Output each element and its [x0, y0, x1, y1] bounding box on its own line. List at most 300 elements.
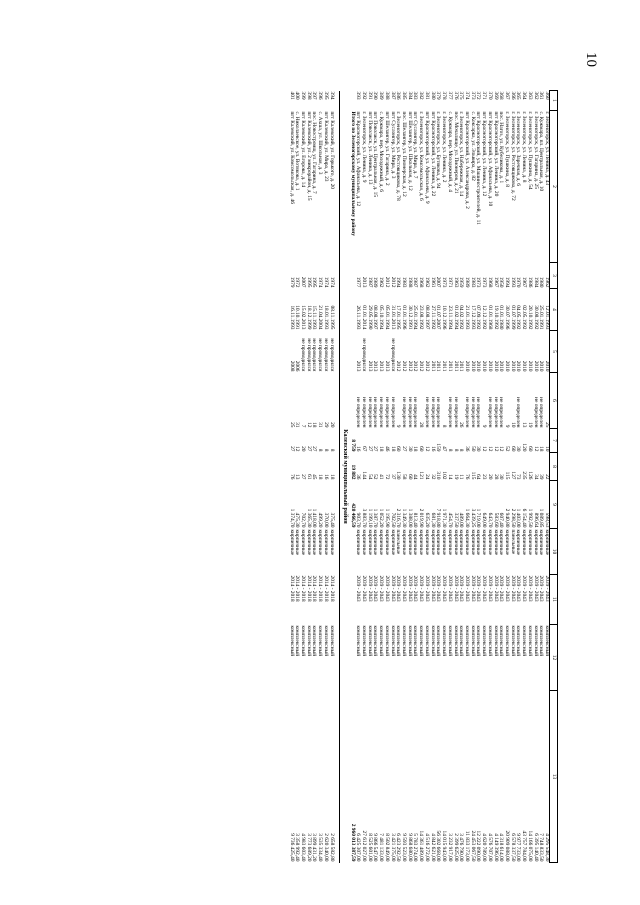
- table-cell: 8: [458, 448, 465, 452]
- table-cell: 21.04.2004: [317, 305, 324, 330]
- table-cell: 39: [538, 474, 545, 480]
- table-cell: 365: [515, 91, 522, 100]
- table-cell: 27: [366, 446, 373, 452]
- rotated-table-region: [122, 90, 558, 862]
- table-cell: 32: [429, 474, 436, 480]
- table-cell: 18: [412, 446, 419, 452]
- table-cell: 27 612 027,00: [361, 830, 368, 862]
- table-cell: комплексный: [288, 625, 295, 657]
- table-cell: 1974: [328, 276, 335, 288]
- table-cell: 2012: [418, 360, 425, 372]
- table-cell: 2013: [383, 360, 390, 372]
- table-cell: г. Зеленогорск, ул. Ростовщикова, д. 72: [509, 111, 516, 201]
- table-cell: 1980: [538, 276, 545, 288]
- table-cell: кирпичные: [412, 529, 419, 556]
- table-row: [400, 91, 406, 863]
- table-cell: 2039 - 2043: [526, 575, 533, 602]
- table-cell: комплексный: [441, 625, 448, 657]
- table-cell: не проводился: [322, 338, 329, 372]
- table-cell: 1 387,70: [372, 508, 379, 528]
- table-cell: 813,40: [412, 512, 419, 528]
- table-cell: комплексный: [322, 625, 329, 657]
- table-cell: 2 658 582,80: [328, 833, 335, 862]
- table-cell: 397: [311, 91, 318, 100]
- table-row: [520, 91, 526, 863]
- table-cell: 2011: [452, 360, 459, 372]
- table-cell: 1 089,85: [538, 508, 545, 528]
- table-cell: 2010: [538, 360, 545, 372]
- table-cell: г. Зеленогорск, ул. Пушкина, д. 8: [503, 111, 510, 187]
- table-cell: комплексный: [395, 625, 402, 657]
- table-cell: 12.12.1992: [481, 305, 488, 330]
- total-cell: [349, 575, 355, 625]
- total-cell: [349, 373, 355, 429]
- table-cell: кирпичные: [423, 529, 430, 556]
- table-cell: 379: [435, 91, 442, 100]
- table-cell: 1983: [401, 276, 408, 288]
- table-cell: 1973: [475, 276, 482, 288]
- table-cell: комплексный: [503, 625, 510, 657]
- table-cell: 26.11.1993: [355, 305, 362, 330]
- table-cell: 1977: [355, 276, 362, 288]
- table-cell: 2014 - 2018: [305, 575, 312, 602]
- table-cell: 364: [521, 91, 528, 100]
- table-cell: 27: [311, 446, 318, 452]
- table-cell: 2014 - 2018: [317, 575, 324, 602]
- table-cell: 27: [372, 446, 379, 452]
- table-cell: 50: [469, 446, 476, 452]
- table-cell: 2039 - 2043: [423, 575, 430, 602]
- table-cell: 1 374,70: [288, 508, 295, 528]
- table-cell: кирпичные: [463, 529, 470, 556]
- table-cell: 391: [366, 91, 373, 100]
- table-cell: комплексный: [458, 625, 465, 657]
- table-cell: 6 395 140,40: [532, 833, 539, 862]
- table-row: [463, 91, 469, 863]
- table-cell: 2010: [475, 360, 482, 372]
- table-cell: 24 453 067,50: [469, 830, 476, 862]
- table-cell: 12.01.1993: [544, 305, 550, 330]
- table-cell: 388: [383, 91, 390, 100]
- table-cell: 370: [486, 91, 493, 100]
- table-cell: 31: [317, 422, 324, 428]
- table-cell: кирпичные: [418, 529, 425, 556]
- table-row: [440, 91, 446, 863]
- table-cell: комплексный: [401, 625, 408, 657]
- table-cell: пгт Красногорский, ул. Машиностроителей, д. 11: [475, 111, 482, 225]
- table-cell: 310: [435, 471, 442, 480]
- table-cell: 2012: [389, 276, 396, 288]
- table-cell: кирпичные: [452, 529, 459, 556]
- table-cell: комплексный: [300, 625, 307, 657]
- table-cell: 12: [498, 446, 505, 452]
- table-cell: 2006: [294, 360, 301, 372]
- table-cell: не определен: [486, 397, 493, 428]
- table-cell: комплексный: [486, 625, 493, 657]
- table-cell: кирпичные: [355, 529, 362, 556]
- table-cell: 3 883,70: [361, 508, 368, 528]
- table-cell: с. Кужмара, пл. Центральная, д. 10: [538, 111, 545, 192]
- table-cell: 1968: [486, 276, 493, 288]
- table-cell: 9: [481, 424, 488, 428]
- table-cell: 3 535 334,40: [317, 833, 324, 862]
- table-cell: 2007: [435, 276, 442, 288]
- table-cell: 15.11.1993: [311, 305, 318, 330]
- table-cell: 60: [418, 446, 425, 452]
- table-cell: 2039 - 2043: [446, 575, 453, 602]
- table-cell: 2013: [372, 360, 379, 372]
- table-cell: 1994: [503, 276, 510, 288]
- table-cell: 16: [355, 446, 362, 452]
- table-cell: 2007: [300, 276, 307, 288]
- table-cell: комплексный: [492, 625, 499, 657]
- table-cell: кирпичные: [288, 529, 295, 556]
- total-cell: 8 759: [349, 439, 356, 452]
- table-cell: 12: [532, 446, 539, 452]
- column-header: 10: [550, 529, 558, 575]
- table-cell: 2012: [401, 360, 408, 372]
- table-cell: 8: [322, 448, 329, 452]
- table-cell: 489,00: [458, 512, 465, 528]
- total-row: [349, 91, 355, 863]
- table-cell: комплексный: [418, 625, 425, 657]
- column-header: 4: [550, 289, 558, 331]
- table-cell: 08.08.1997: [423, 305, 430, 330]
- table-cell: 2013: [366, 360, 373, 372]
- table-cell: 12: [486, 446, 493, 452]
- table-cell: г. Зеленогорск, ул. Ленина, д. 2: [441, 111, 448, 183]
- table-cell: 14 166 075,00: [526, 830, 533, 862]
- table-cell: комплексный: [521, 625, 528, 657]
- table-row: [417, 91, 423, 863]
- table-cell: 31.01.2013: [389, 305, 396, 330]
- table-cell: 19.10.1992: [492, 305, 499, 330]
- table-cell: 61: [305, 474, 312, 480]
- table-cell: 1989: [372, 276, 379, 288]
- table-row: [288, 91, 294, 863]
- table-cell: 2011: [435, 360, 442, 372]
- table-cell: комплексный: [423, 625, 430, 657]
- table-cell: 1 418,00: [311, 508, 318, 528]
- table-cell: 2039 - 2043: [429, 575, 436, 602]
- table-cell: 60: [509, 446, 516, 452]
- table-cell: комплексный: [446, 625, 453, 657]
- table-cell: кирпичные: [328, 529, 335, 556]
- table-cell: 1967: [521, 276, 528, 288]
- table-cell: с. Николаевское, ул. Вотякова, д. 1: [294, 111, 301, 191]
- table-cell: 2010: [544, 360, 550, 372]
- table-cell: 8: [317, 448, 324, 452]
- table-cell: 126: [526, 471, 533, 480]
- table-cell: 56 302 668,00: [435, 830, 442, 862]
- table-cell: 401: [288, 91, 295, 100]
- table-cell: 60: [395, 446, 402, 452]
- table-cell: кирпичные: [469, 529, 476, 556]
- table-cell: 21.01.1993: [463, 305, 470, 330]
- table-cell: не определен: [355, 397, 362, 428]
- table-cell: кирпичные: [532, 529, 539, 556]
- table-cell: 41: [378, 474, 385, 480]
- column-header: 7: [550, 429, 558, 453]
- table-cell: 11: [458, 474, 465, 480]
- table-row: [423, 91, 429, 863]
- table-cell: пос. Шелангер, ул. Пионерская, д. 12: [401, 111, 408, 197]
- table-cell: кирпичные: [526, 529, 533, 556]
- table-cell: 1995: [305, 276, 312, 288]
- table-cell: г. Зеленогорск, ул. Набережная, д. 14: [458, 111, 465, 197]
- table-cell: 31: [294, 422, 301, 428]
- table-cell: пгт Поволжск, ул. Ленина, д. 13: [366, 111, 373, 185]
- table-cell: пгт Поволжск, ул. Центральная, д. 15: [372, 111, 379, 198]
- table-cell: 2013: [361, 276, 368, 288]
- table-cell: панельные: [395, 529, 402, 555]
- table-cell: 235: [521, 471, 528, 480]
- table-cell: 6 423 292,50: [395, 833, 402, 862]
- table-cell: 72: [383, 474, 390, 480]
- table-cell: 127: [509, 471, 516, 480]
- table-cell: комплексный: [305, 625, 312, 657]
- table-cell: г. Зеленогорск, ул. Ростовщикова, д. 78: [395, 111, 402, 201]
- table-cell: 18: [538, 446, 545, 452]
- table-cell: 10: [544, 446, 550, 452]
- table-cell: 20: [486, 474, 493, 480]
- table-cell: 2010: [486, 360, 493, 372]
- table-cell: 7: [300, 424, 307, 428]
- table-cell: 1 388,00: [406, 508, 413, 528]
- table-body-kalevsky: [288, 91, 349, 863]
- table-cell: комплексный: [317, 625, 324, 657]
- table-cell: 7 918,80: [435, 508, 442, 528]
- table-cell: 19: [526, 422, 533, 428]
- table-cell: не проводился: [389, 338, 396, 372]
- table-cell: пгт Калевский, ул. Комсомольская, д. 46: [288, 111, 295, 205]
- table-cell: 389: [378, 91, 385, 100]
- table-cell: не проводился: [300, 338, 307, 372]
- table-cell: кирпичные: [322, 529, 329, 556]
- table-cell: 120: [521, 443, 528, 452]
- table-cell: 1983: [469, 276, 476, 288]
- table-cell: комплексный: [412, 625, 419, 657]
- table-cell: 2011: [429, 360, 436, 372]
- table-cell: 2039 - 2043: [372, 575, 379, 602]
- table-cell: 9 977 733,00: [515, 833, 522, 862]
- table-cell: 386: [395, 91, 402, 100]
- table-cell: 2039 - 2043: [509, 575, 516, 602]
- table-cell: 1987: [366, 276, 373, 288]
- table-cell: 8 525 601,00: [366, 833, 373, 862]
- table-cell: 2010: [532, 360, 539, 372]
- table-cell: 52: [503, 446, 510, 452]
- table-cell: кирпичные: [475, 529, 482, 556]
- table-cell: 2014 - 2018: [322, 575, 329, 602]
- table-cell: 73: [515, 474, 522, 480]
- table-cell: 16.11.1993: [288, 305, 295, 330]
- table-cell: 17.12.1993: [469, 305, 476, 330]
- table-cell: комплексный: [429, 625, 436, 657]
- table-cell: г. Зеленогорск, ул. Комсомольская, д. 6: [418, 111, 425, 201]
- total-cell: [349, 91, 355, 111]
- table-cell: 76: [288, 474, 295, 480]
- table-cell: 2039 - 2043: [463, 575, 470, 602]
- table-cell: пос. Новостроищ, ул. Гагарина, д. 7: [311, 111, 318, 194]
- table-cell: кирпичные: [503, 529, 510, 556]
- table-cell: 2039 - 2043: [395, 575, 402, 602]
- table-row: [377, 91, 383, 863]
- table-cell: 4 576 707,00: [486, 833, 493, 862]
- table-cell: 20 909 088,00: [503, 830, 510, 862]
- table-cell: 1972: [294, 276, 301, 288]
- table-cell: 01.02.1994: [452, 305, 459, 330]
- table-cell: 9: [395, 424, 402, 428]
- table-cell: 14 015 943,00: [441, 830, 448, 862]
- table-cell: комплексный: [452, 625, 459, 657]
- table-cell: кирпичные: [383, 529, 390, 556]
- table-cell: 47: [441, 446, 448, 452]
- table-cell: комплексный: [463, 625, 470, 657]
- table-cell: 159: [435, 443, 442, 452]
- table-cell: 115: [503, 471, 510, 480]
- table-cell: 64: [475, 474, 482, 480]
- table-cell: кирпичные: [458, 529, 465, 556]
- table-cell: не определен: [401, 397, 408, 428]
- column-header: 12: [550, 625, 558, 691]
- table-cell: 368: [498, 91, 505, 100]
- table-cell: 6 578 337,50: [509, 833, 516, 862]
- table-cell: не определен: [389, 397, 396, 428]
- table-cell: 363: [526, 91, 533, 100]
- table-cell: 2010: [498, 360, 505, 372]
- table-cell: г. Зеленогорск, ул. Ленина, д. 43: [544, 111, 550, 186]
- table-cell: 643,70: [486, 512, 493, 528]
- table-row: [299, 91, 305, 863]
- table-cell: пгт Суслонгер, ул. Мира, д. 7: [412, 111, 419, 179]
- table-cell: 378: [441, 91, 448, 100]
- table-cell: пгт Шелангер, ул. Гагарина, д. 2: [383, 111, 390, 186]
- table-cell: 34: [532, 474, 539, 480]
- table-cell: 1961: [429, 276, 436, 288]
- table-cell: 25: [544, 422, 550, 428]
- table-cell: 2039 - 2043: [532, 575, 539, 602]
- table-cell: 2 316,70: [395, 508, 402, 528]
- table-cell: 37: [389, 474, 396, 480]
- table-cell: 1986: [526, 276, 533, 288]
- table-cell: комплексный: [355, 625, 362, 657]
- table-cell: 385: [401, 91, 408, 100]
- table-cell: 25.01.1991: [538, 305, 545, 330]
- table-cell: 2011: [458, 360, 465, 372]
- table-cell: кирпичные: [538, 529, 545, 556]
- table-cell: комплексный: [366, 625, 373, 657]
- table-cell: 371: [481, 91, 488, 100]
- table-cell: комплексный: [532, 625, 539, 657]
- table-cell: 3 439,25: [469, 508, 476, 528]
- table-cell: 2039 - 2043: [486, 575, 493, 602]
- table-cell: пгт Калевский, ул. Мира, д. 23: [322, 111, 329, 182]
- column-header: 8: [550, 453, 558, 481]
- table-cell: 121: [418, 471, 425, 480]
- total-cell: [349, 529, 355, 575]
- column-header: 1: [550, 91, 558, 111]
- table-cell: 1988: [406, 276, 413, 288]
- table-cell: комплексный: [498, 625, 505, 657]
- table-cell: 1989: [463, 276, 470, 288]
- table-cell: 373: [469, 91, 476, 100]
- table-cell: 44: [412, 474, 419, 480]
- table-cell: г. Зеленогорск, ул. Бутякова, д. 94: [435, 111, 442, 189]
- table-cell: 399: [300, 91, 307, 100]
- table-cell: пгт Красногорский, ул. Афанасьева, д. 10: [486, 111, 493, 207]
- table-cell: 362: [532, 91, 539, 100]
- column-header: 6: [550, 373, 558, 429]
- table-cell: 360: [544, 91, 550, 100]
- table-cell: 58: [401, 474, 408, 480]
- table-cell: комплексный: [294, 625, 301, 657]
- table-cell: не определен: [361, 397, 368, 428]
- table-cell: 3 358 992,40: [294, 833, 301, 862]
- table-cell: 8: [452, 448, 459, 452]
- table-row: [480, 91, 486, 863]
- table-cell: 2012: [395, 360, 402, 372]
- table-cell: 12: [423, 446, 430, 452]
- table-cell: 08.08.1997: [372, 305, 379, 330]
- table-cell: 60: [526, 446, 533, 452]
- table-cell: 14 361 489,00: [418, 830, 425, 862]
- table-cell: 1987: [412, 276, 419, 288]
- table-row: [503, 91, 509, 863]
- table-cell: 24: [423, 474, 430, 480]
- table-cell: 12: [492, 446, 499, 452]
- table-cell: комплексный: [372, 625, 379, 657]
- table-cell: 376: [452, 91, 459, 100]
- table-cell: 2010: [515, 360, 522, 372]
- table-cell: 4 842 621,00: [429, 833, 436, 862]
- table-cell: 1962: [544, 276, 550, 288]
- table-cell: 2039 - 2043: [441, 575, 448, 602]
- table-cell: 6 154,40: [521, 508, 528, 528]
- table-cell: комплексный: [361, 625, 368, 657]
- table-cell: 1 052,20: [378, 508, 385, 528]
- table-cell: 01.01.1996: [401, 305, 408, 330]
- table-cell: 01.07.1999: [509, 305, 516, 330]
- table-cell: 30: [498, 474, 505, 480]
- table-cell: 454,70: [446, 512, 453, 528]
- table-cell: г. Зеленогорск, ул. Заречная, д. 6: [515, 111, 522, 186]
- table-cell: 1963: [452, 276, 459, 288]
- table-cell: 28: [418, 422, 425, 428]
- table-cell: 1962: [378, 276, 385, 288]
- table-cell: 2011: [446, 360, 453, 372]
- table-cell: 1974: [322, 276, 329, 288]
- table-cell: 46: [383, 446, 390, 452]
- table-cell: комплексный: [538, 625, 545, 657]
- table-cell: 01.01.1980: [498, 305, 505, 330]
- table-cell: с. Кужмара, пер. Молодежный, д. 6: [378, 111, 385, 192]
- table-cell: 2012: [423, 360, 430, 372]
- table-cell: кирпичные: [486, 529, 493, 556]
- table-cell: комплексный: [526, 625, 533, 657]
- table-row: [543, 91, 549, 863]
- table-cell: комплексный: [475, 625, 482, 657]
- table-cell: 7 748 833,50: [538, 833, 545, 862]
- table-cell: кирпичные: [498, 529, 505, 556]
- table-cell: 2039 - 2043: [521, 575, 528, 602]
- table-cell: кирпичные: [311, 529, 318, 556]
- table-cell: г. Зеленогорск, ул. Ленина, д. 8: [521, 111, 528, 183]
- table-cell: 12: [294, 446, 301, 452]
- table-cell: 18: [311, 422, 318, 428]
- table-cell: 375: [458, 91, 465, 100]
- table-cell: 18.12.1999: [305, 305, 312, 330]
